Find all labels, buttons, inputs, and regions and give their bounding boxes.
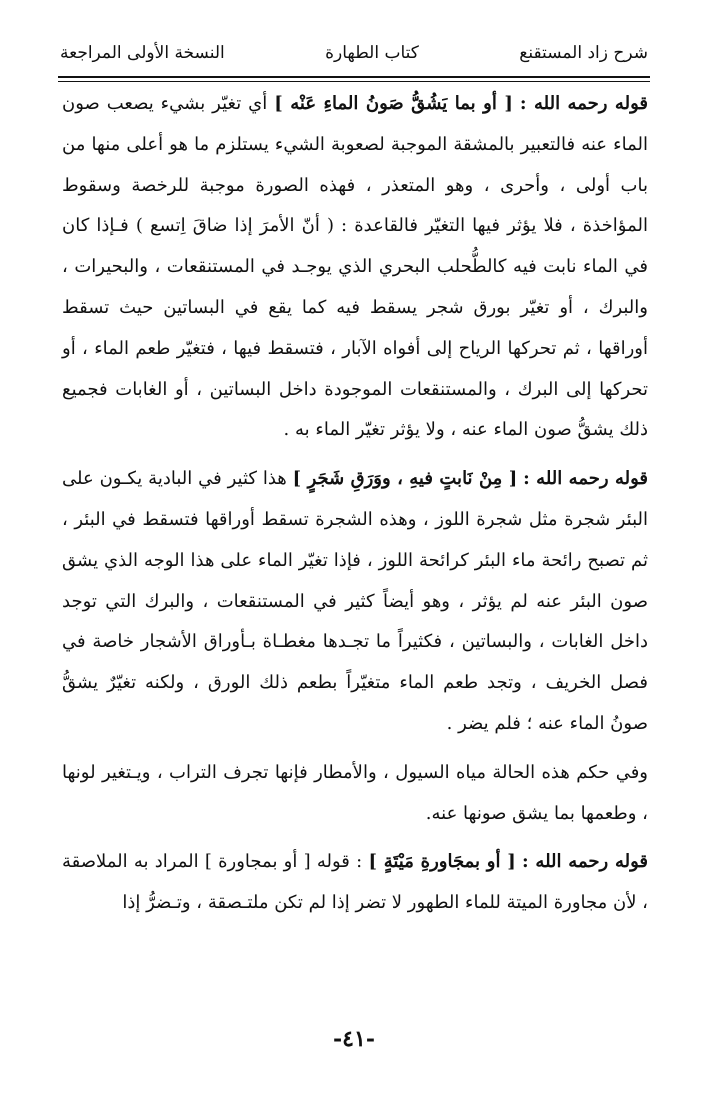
paragraph-1 (62, 84, 648, 451)
commentary-label: قوله رحمه الله : (522, 851, 648, 873)
header-edition-note: النسخة الأولى المراجعة (60, 43, 225, 63)
page-number: -٤١- (333, 1026, 375, 1052)
paragraph-3 (62, 753, 648, 835)
page-body (62, 84, 648, 924)
running-header (60, 36, 648, 70)
paragraph-text: : قوله [ أو بمجاورة ] المراد به الملاصقة ، لأن مجاورة الميتة للماء الطهور لا تضر إذا لم تكن ملتـصقة ، وتـضرُّ إذا (62, 851, 648, 914)
matn-quote: [ أو بما يَشُقُّ صَونُ الماءِ عَنْه ] (274, 93, 513, 114)
header-chapter-title: كتاب الطهارة (325, 43, 419, 63)
paragraph-text: وفي حكم هذه الحالة مياه السيول ، والأمطار فإنها تجرف التراب ، ويـتغير لونها ، وطعمها بما يشق صونها عنه. (62, 761, 648, 824)
paragraph-2 (62, 459, 648, 745)
matn-quote: [ مِنْ نَابتٍ فيهِ ، ووَرَقِ شَجَرٍ ] (292, 468, 518, 490)
paragraph-text: أي تغيّر بشيء يصعب صون الماء عنه فالتعبير بالمشقة الموجبة لصعوبة الشيء يستلزم ما هو أعلى منها من باب أولى ، وأحرى ، وهو المتعذر ، فهذه الصورة موجبة للرخصة وسقوط المؤاخذة ، فلا يؤثر فيها التغيّر فالقاعدة : ( أنّ الأمرَ إذا ضاقَ اِتسع ) فـإذا كان في الماء نابت فيه كالطُّحلب البحري الذي يوجـد في المستنقعات ، والبحيرات ، والبرك ، أو تغيّر بورق شجر يسقط فيه كما يقع في البساتين حيث تسقط أوراقها ، ثم تحركها الرياح إلى أفواه الآبار ، فتسقط فيها ، فتغيّر طعم الماء ، أو تحركها إلى البرك ، والمستنقعات الموجودة داخل البساتين ، أو الغابات فجميع ذلك يشقُّ صون الماء عنه ، ولا يؤثر تغيّر الماء به . (62, 93, 648, 441)
paragraph-4 (62, 842, 648, 924)
paragraph-text: هذا كثير في البادية يكـون على البئر شجرة مثل شجرة اللوز ، وهذه الشجرة تسقط أوراقها فتسقط في البئر ، ثم تصبح رائحة ماء البئر كرائحة اللوز ، فإذا تغيّر الماء على هذا الوجه الذي يشق صون البئر عنه لم يؤثر ، وهو أيضاً كثير في المستنقعات ، والبرك التي توجد داخل الغابات ، والبساتين ، فكثيراً ما تجـدها مغطـاة بـأوراق الأشجار خاصة في فصل الخريف ، وتجد طعم الماء متغيّراً بطعم ذلك الورق ، ولكنه تغيّرٌ يشقُّ صونُ الماء عنه ؛ فلم يضر . (62, 468, 648, 734)
matn-quote: [ أو بمجَاورةِ مَيْتَةٍ ] (368, 851, 516, 873)
commentary-label: قوله رحمه الله : (523, 468, 649, 490)
header-divider-thin (58, 81, 650, 82)
header-book-title: شرح زاد المستقنع (519, 43, 648, 63)
commentary-label: قوله رحمه الله : (519, 93, 648, 114)
header-divider (58, 76, 650, 78)
